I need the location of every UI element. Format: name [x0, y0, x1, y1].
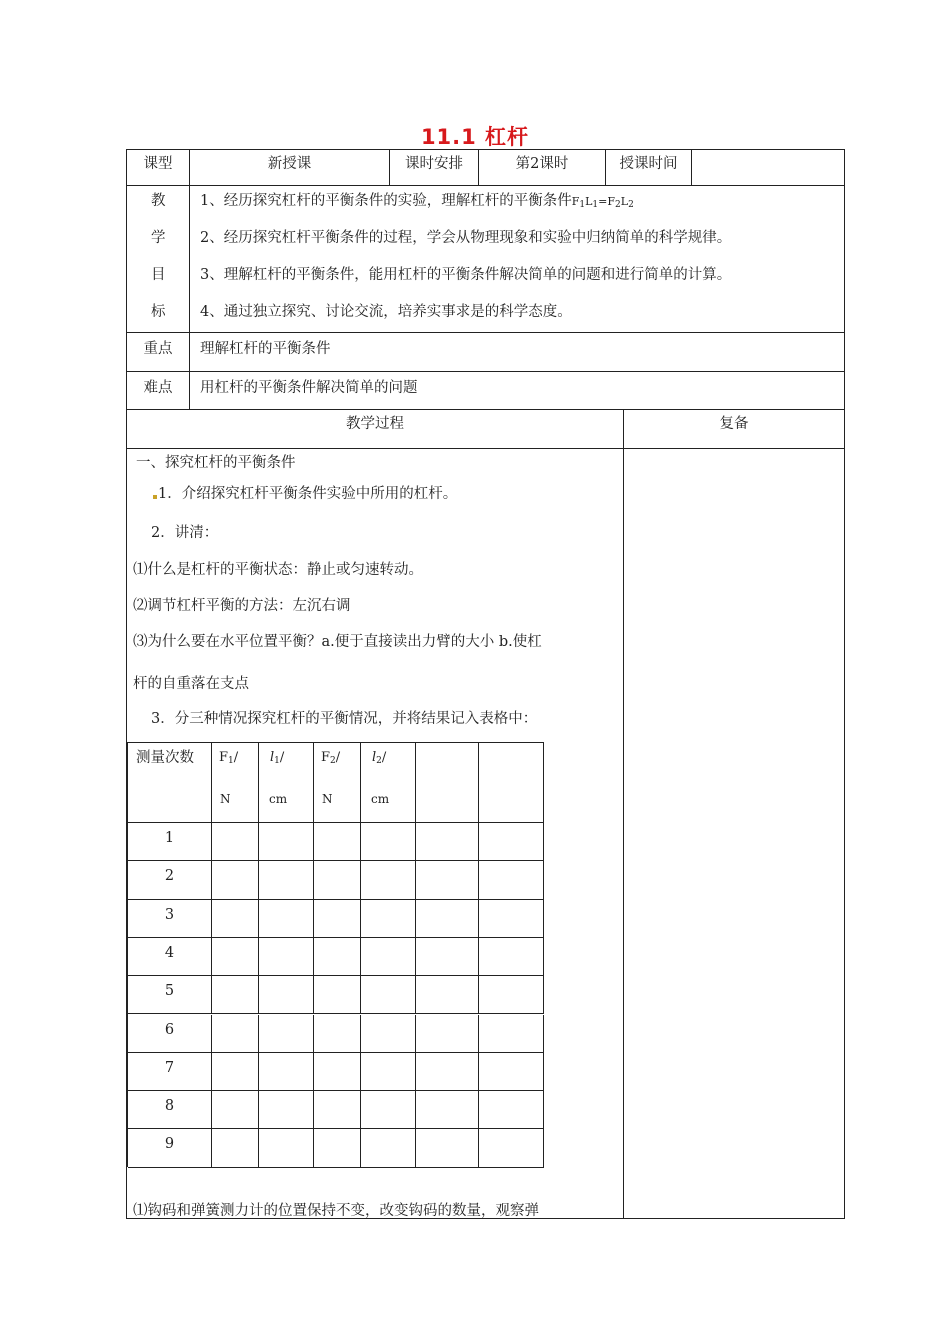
- schedule-value-cell: [479, 150, 606, 186]
- measurement-cell: [259, 938, 314, 976]
- col-var: F: [219, 750, 229, 765]
- count-header-cell: [128, 743, 212, 823]
- col-header-f2: [314, 743, 361, 823]
- measurement-cell: [314, 861, 361, 899]
- measurement-cell: [416, 1053, 479, 1091]
- col-header-label: [270, 749, 284, 770]
- col-header-l2: [361, 743, 416, 823]
- col-header-blank: [479, 743, 544, 823]
- time-label: 授课时间: [619, 156, 678, 172]
- measurement-cell: [361, 938, 416, 976]
- row-number-cell: [128, 938, 212, 976]
- measurement-cell: [479, 1053, 544, 1091]
- bottom-note: ⑴钩码和弹簧测力计的位置保持不变，改变钩码的数量，观察弹: [133, 1203, 539, 1219]
- schedule-label-cell: [390, 150, 479, 186]
- measurement-cell: [479, 1091, 544, 1129]
- time-value-cell: [692, 150, 845, 186]
- measurement-cell: [212, 1091, 259, 1129]
- lesson-type-value: 新授课: [267, 156, 312, 172]
- col-header-l1: [259, 743, 314, 823]
- measurement-cell: [212, 861, 259, 899]
- process-header: 教学过程: [346, 416, 404, 432]
- row-number-cell: [128, 1129, 212, 1167]
- measurement-cell: [259, 1015, 314, 1053]
- col-slash: /: [335, 750, 341, 765]
- measurement-cell: [212, 823, 259, 861]
- col-var: l: [372, 750, 377, 765]
- key-point-text: 理解杠杆的平衡条件: [200, 341, 331, 357]
- measurement-cell: [314, 938, 361, 976]
- time-label-cell: [606, 150, 692, 186]
- measurement-cell: [416, 900, 479, 938]
- measurement-cell: [361, 823, 416, 861]
- objectives-content-cell: [190, 186, 845, 333]
- measurement-cell: [314, 1015, 361, 1053]
- objectives-label-char: 标: [151, 304, 166, 320]
- col-header-label: [372, 749, 386, 770]
- measurement-cell: [314, 1129, 361, 1167]
- measurement-cell: [479, 823, 544, 861]
- row-number-cell: [128, 976, 212, 1014]
- measurement-cell: [479, 1015, 544, 1053]
- measurement-table: [127, 742, 544, 1167]
- objective-item: 3、理解杠杆的平衡条件，能用杠杆的平衡条件解决简单的问题和进行简单的计算。: [200, 267, 732, 283]
- row-number: 2: [164, 868, 175, 885]
- col-unit: N: [322, 792, 333, 806]
- row-number: 7: [164, 1059, 175, 1076]
- measurement-cell: [416, 1015, 479, 1053]
- measurement-cell: [479, 1129, 544, 1167]
- page-title: 11.1 杠杆: [420, 125, 530, 149]
- objectives-label-char: 目: [151, 267, 166, 283]
- objectives-label-cell: [127, 186, 190, 333]
- col-slash: /: [233, 750, 239, 765]
- key-point-label: 重点: [143, 341, 173, 357]
- row-number: 9: [164, 1136, 175, 1153]
- measurement-cell: [259, 1053, 314, 1091]
- row-number-cell: [128, 900, 212, 938]
- measurement-cell: [416, 823, 479, 861]
- measurement-cell: [416, 1091, 479, 1129]
- question-3-line-1: ⑶为什么要在水平位置平衡？a.便于直接读出力臂的大小 b.使杠: [133, 634, 542, 650]
- col-unit: N: [220, 792, 231, 806]
- notes-header: 复备: [719, 416, 749, 432]
- measurement-cell: [361, 900, 416, 938]
- objectives-label-char: 教: [151, 193, 166, 209]
- col-header-label: [219, 749, 238, 770]
- col-slash: /: [279, 750, 285, 765]
- row-number-cell: [128, 1053, 212, 1091]
- measurement-cell: [314, 976, 361, 1014]
- measurement-cell: [416, 976, 479, 1014]
- measurement-cell: [259, 861, 314, 899]
- objective-item: 4、通过独立探究、讨论交流，培养实事求是的科学态度。: [200, 304, 572, 320]
- col-sub: 1: [274, 756, 280, 766]
- row-number: 4: [164, 944, 175, 961]
- objectives-label-char: 学: [151, 230, 166, 246]
- measurement-cell: [361, 976, 416, 1014]
- measurement-cell: [259, 900, 314, 938]
- measurement-cell: [212, 1015, 259, 1053]
- measurement-cell: [212, 1053, 259, 1091]
- objective-text: 1、经历探究杠杆的平衡条件的实验，理解杠杆的平衡条件: [200, 193, 572, 209]
- measurement-cell: [416, 938, 479, 976]
- col-slash: /: [381, 750, 387, 765]
- measurement-cell: [416, 1129, 479, 1167]
- step-2: 2．讲清：: [151, 525, 219, 541]
- notes-header-cell: [624, 410, 845, 449]
- difficulty-content-cell: [190, 372, 845, 410]
- col-unit: cm: [269, 792, 288, 806]
- step-1-text: 1．介绍探究杠杆平衡条件实验中所用的杠杆。: [158, 486, 458, 502]
- lesson-type-label: 课型: [143, 156, 173, 172]
- row-number-cell: [128, 1015, 212, 1053]
- measurement-cell: [259, 1129, 314, 1167]
- col-sub: 2: [376, 756, 382, 766]
- difficulty-text: 用杠杆的平衡条件解决简单的问题: [200, 380, 418, 396]
- measurement-cell: [259, 1091, 314, 1129]
- measurement-cell: [314, 1053, 361, 1091]
- row-number-cell: [128, 861, 212, 899]
- measurement-cell: [212, 1129, 259, 1167]
- lesson-type-label-cell: [127, 150, 190, 186]
- measurement-cell: [259, 823, 314, 861]
- schedule-label: 课时安排: [405, 156, 463, 172]
- col-sub: 1: [228, 756, 234, 766]
- col-header-f1: [212, 743, 259, 823]
- col-var: l: [270, 750, 275, 765]
- measurement-cell: [361, 1053, 416, 1091]
- process-header-cell: [127, 410, 624, 449]
- measurement-cell: [212, 900, 259, 938]
- objective-item: 2、经历探究杠杆平衡条件的过程，学会从物理现象和实验中归纳简单的科学规律。: [200, 230, 732, 246]
- measurement-cell: [479, 861, 544, 899]
- col-header-label: [321, 749, 340, 770]
- col-sub: 2: [330, 756, 336, 766]
- measurement-cell: [212, 976, 259, 1014]
- formula: $F_1L_1=F_2L_2$: [571, 195, 634, 210]
- col-header-blank: [416, 743, 479, 823]
- lesson-plan-table: [126, 149, 845, 1219]
- measurement-cell: [479, 976, 544, 1014]
- objective-item: [200, 192, 634, 214]
- step-3: 3．分三种情况探究杠杆的平衡情况，并将结果记入表格中：: [151, 711, 538, 727]
- process-body-cell: [127, 449, 624, 1219]
- question-3-line-2: 杆的自重落在支点: [133, 676, 249, 692]
- row-number: 6: [164, 1021, 175, 1038]
- row-number: 8: [164, 1098, 175, 1115]
- row-number: 5: [164, 983, 175, 1000]
- measurement-cell: [416, 861, 479, 899]
- measurement-cell: [361, 1015, 416, 1053]
- measurement-cell: [479, 900, 544, 938]
- measurement-cell: [259, 976, 314, 1014]
- section-title: 一、探究杠杆的平衡条件: [136, 455, 296, 471]
- measurement-cell: [314, 900, 361, 938]
- row-number: 1: [164, 830, 175, 846]
- col-var: F: [321, 750, 331, 765]
- lesson-type-value-cell: [190, 150, 390, 186]
- key-point-label-cell: [127, 333, 190, 372]
- measurement-cell: [361, 861, 416, 899]
- row-number-cell: [128, 1091, 212, 1129]
- count-header: 测量次数: [136, 750, 194, 766]
- row-number: 3: [164, 906, 175, 923]
- notes-body-cell: [624, 449, 845, 1219]
- measurement-cell: [361, 1129, 416, 1167]
- measurement-cell: [479, 938, 544, 976]
- difficulty-label: 难点: [143, 380, 173, 396]
- question-1: ⑴什么是杠杆的平衡状态：静止或匀速转动。: [133, 562, 423, 578]
- row-number-cell: [128, 823, 212, 861]
- key-point-content-cell: [190, 333, 845, 372]
- measurement-cell: [361, 1091, 416, 1129]
- difficulty-label-cell: [127, 372, 190, 410]
- measurement-cell: [212, 938, 259, 976]
- schedule-value: 第2课时: [515, 156, 569, 172]
- measurement-cell: [314, 1091, 361, 1129]
- col-unit: cm: [371, 792, 390, 806]
- measurement-cell: [314, 823, 361, 861]
- step-1: [153, 485, 457, 503]
- question-2: ⑵调节杠杆平衡的方法：左沉右调: [133, 598, 351, 614]
